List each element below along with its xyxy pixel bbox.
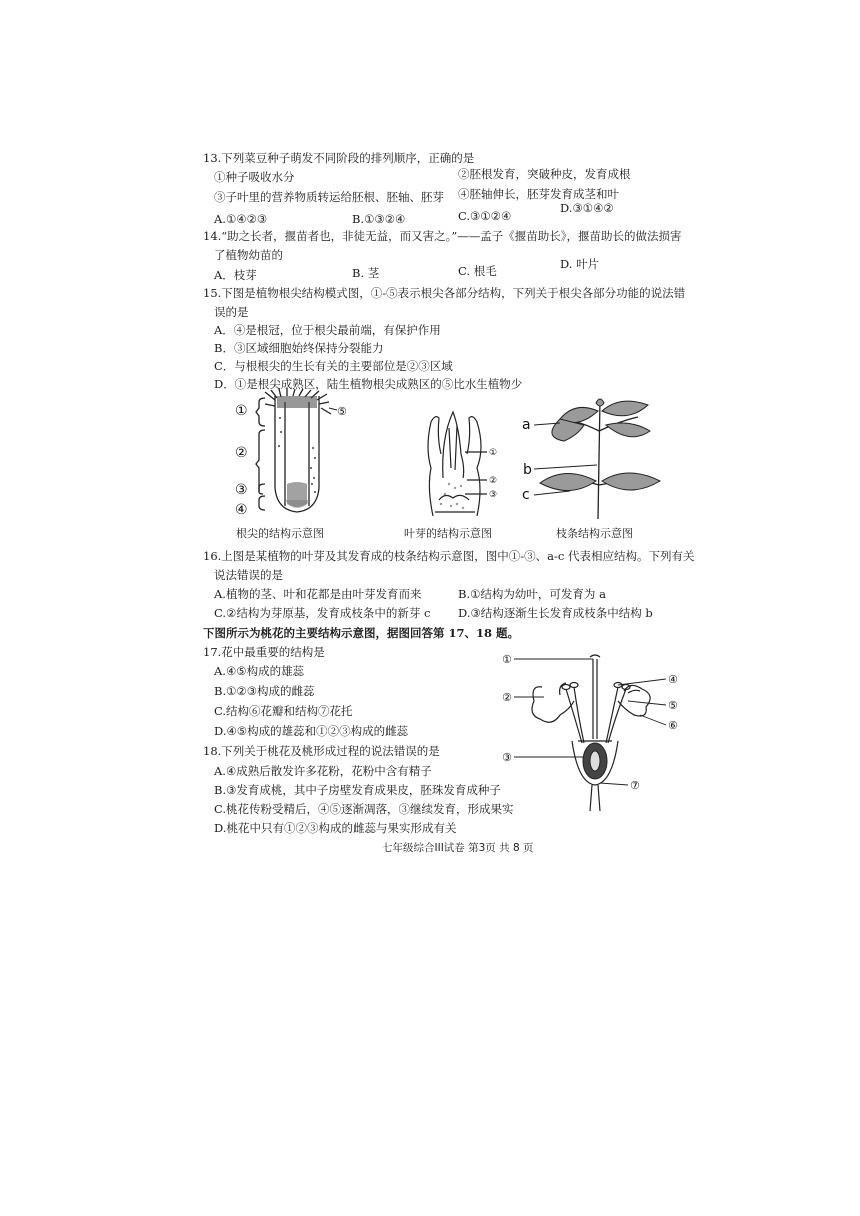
branch-label-b: b <box>523 462 532 478</box>
root-tip-caption: 根尖的结构示意图 <box>236 527 324 540</box>
q14-option-d: D. 叶片 <box>560 257 600 271</box>
q18-option-b: B.③发育成桃，其中子房壁发育成果皮，胚珠发育成种子 <box>214 783 501 797</box>
q13-statement-3: ③子叶里的营养物质转运给胚根、胚轴、胚芽 <box>214 190 444 204</box>
flower-label-3: ③ <box>502 751 512 764</box>
q14-option-c: C. 根毛 <box>458 264 497 278</box>
q13-stem: 13.下列菜豆种子萌发不同阶段的排列顺序，正确的是 <box>203 151 475 165</box>
flower-label-4: ④ <box>668 673 678 686</box>
q17-18-intro: 下图所示为桃花的主要结构示意图，据图回答第 17、18 题。 <box>203 626 520 640</box>
bud-label-2: ② <box>489 476 498 486</box>
root-label-2: ② <box>235 445 248 461</box>
page-footer: 七年级综合III试卷 第3页 共 8 页 <box>382 842 534 854</box>
flower-label-1: ① <box>502 653 512 666</box>
q15-stem-line1: 15.下图是植物根尖结构模式图，①-⑤表示根尖各部分结构，下列关于根尖各部分功能的说法错 <box>203 286 686 300</box>
bud-label-3: ③ <box>489 490 498 500</box>
flower-label-6: ⑥ <box>668 719 678 732</box>
q16-option-a: A.植物的茎、叶和花都是由叶芽发育而来 <box>214 587 422 601</box>
q14-option-a: A．枝芽 <box>214 268 257 282</box>
q15-option-a: A．④是根冠，位于根尖最前端，有保护作用 <box>214 323 441 337</box>
flower-label-7: ⑦ <box>630 779 640 792</box>
q15-option-d: D．①是根尖成熟区，陆生植物根尖成熟区的⑤比水生植物少 <box>214 377 523 391</box>
q16-option-d: D.③结构逐渐生长发育成枝条中结构 b <box>458 606 653 620</box>
q18-option-d: D.桃花中只有①②③构成的雌蕊与果实形成有关 <box>214 821 457 835</box>
q14-option-b: B. 茎 <box>352 266 380 280</box>
root-label-1: ① <box>235 403 248 419</box>
q16-option-b: B.①结构为幼叶，可发育为 a <box>458 587 606 601</box>
bud-label-1: ① <box>489 448 498 458</box>
q14-stem-line1: 14.“助之长者，揠苗者也，非徒无益，而又害之。”——孟子《揠苗助长》，揠苗助长的做法损害 <box>203 229 682 243</box>
q13-option-a: A.①④②③ <box>214 212 268 226</box>
q16-stem-line1: 16.上图是某植物的叶芽及其发育成的枝条结构示意图，图中①-③、a-c 代表相应结构。下列有关 <box>203 549 695 563</box>
q18-option-c: C.桃花传粉受精后，④⑤逐渐凋落，③继续发育，形成果实 <box>214 802 514 816</box>
q13-statement-1: ①种子吸收水分 <box>214 170 295 184</box>
leaf-bud-caption: 叶芽的结构示意图 <box>404 527 492 540</box>
q13-option-d: D.③①④② <box>560 201 614 215</box>
q17-option-d: D.④⑤构成的雄蕊和①②③构成的雌蕊 <box>214 724 409 738</box>
q13-option-b: B.①③②④ <box>352 212 406 226</box>
branch-label-a: a <box>522 417 531 433</box>
q17-stem: 17.花中最重要的结构是 <box>203 645 325 659</box>
q18-option-a: A.④成熟后散发许多花粉，花粉中含有精子 <box>214 764 432 778</box>
peach-flower-figure <box>500 645 690 815</box>
q13-statement-4: ④胚轴伸长，胚芽发育成茎和叶 <box>458 187 619 201</box>
flower-label-2: ② <box>502 691 512 704</box>
root-label-5: ⑤ <box>337 405 347 418</box>
q17-option-a: A.④⑤构成的雄蕊 <box>214 664 305 678</box>
root-tip-figure <box>225 388 355 518</box>
q18-stem: 18.下列关于桃花及桃形成过程的说法错误的是 <box>203 744 440 758</box>
q15-stem-line2: 误的是 <box>214 305 249 319</box>
branch-label-c: c <box>522 487 530 503</box>
root-label-3: ③ <box>235 482 248 498</box>
q13-option-c: C.③①②④ <box>458 209 512 223</box>
q13-statement-2: ②胚根发育，突破种皮，发育成根 <box>458 167 631 181</box>
branch-figure <box>520 395 670 520</box>
root-label-4: ④ <box>235 502 248 518</box>
flower-label-5: ⑤ <box>668 699 678 712</box>
q16-stem-line2: 说法错误的是 <box>214 568 283 582</box>
q15-option-b: B．③区域细胞始终保持分裂能力 <box>214 341 384 355</box>
q16-option-c: C.②结构为芽原基，发育成枝条中的新芽 c <box>214 606 431 620</box>
q14-stem-line2: 了植物幼苗的 <box>214 248 283 262</box>
leaf-bud-figure <box>405 408 505 518</box>
branch-caption: 枝条结构示意图 <box>556 527 633 540</box>
q17-option-b: B.①②③构成的雌蕊 <box>214 684 315 698</box>
q15-option-c: C．与根根尖的生长有关的主要部位是②③区域 <box>214 359 453 373</box>
q17-option-c: C.结构⑥花瓣和结构⑦花托 <box>214 704 353 718</box>
